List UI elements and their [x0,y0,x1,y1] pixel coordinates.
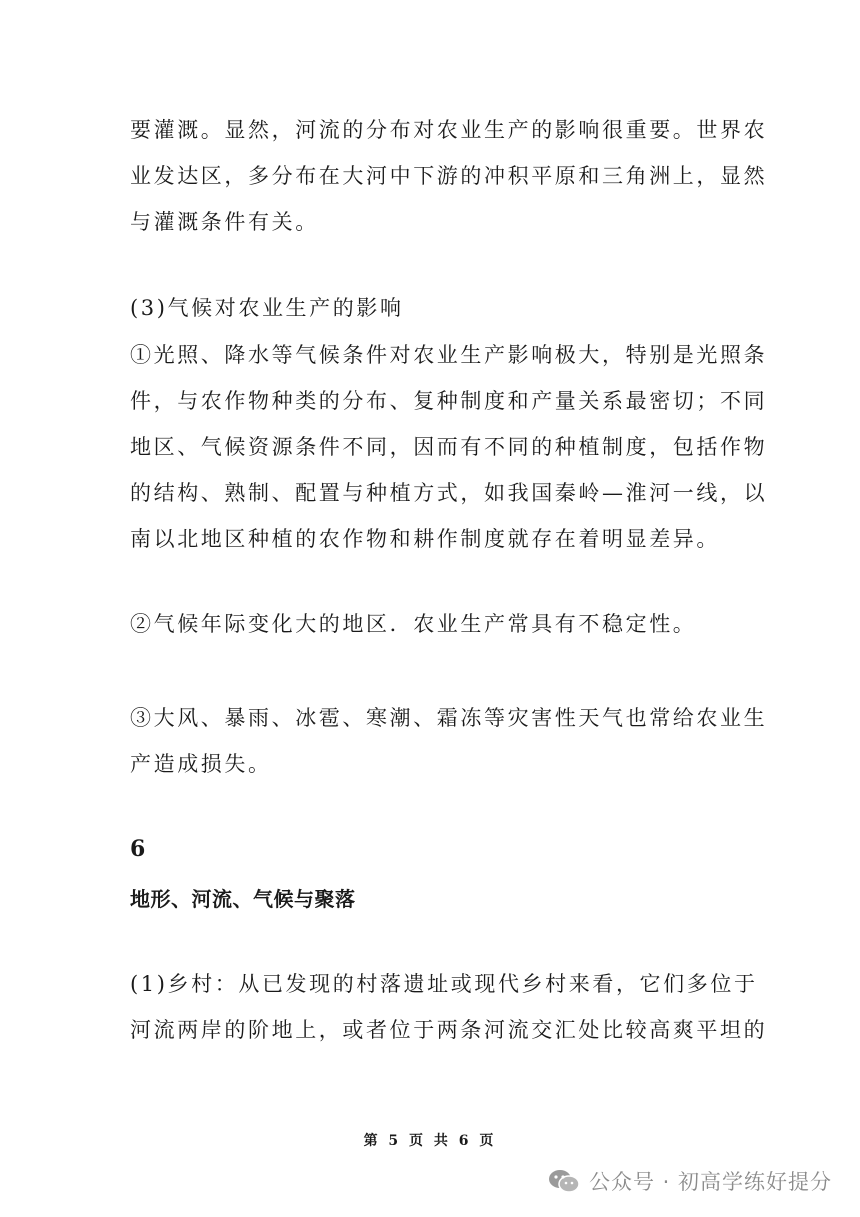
watermark [547,1166,832,1196]
subheading: (3)气候对农业生产的影响 [130,296,404,320]
text-line: 产造成损失。 [130,752,272,776]
text-line: 业发达区，多分布在大河中下游的冲积平原和三角洲上，显然 [130,164,768,188]
text-line: ①光照、降水等气候条件对农业生产影响极大，特别是光照条 [130,343,768,367]
text-line: ②气候年际变化大的地区．农业生产常具有不稳定性。 [130,612,697,636]
section-number: 6 [130,836,148,862]
section-title: 地形、河流、气候与聚落 [130,887,356,911]
text-line: (1)乡村：从已发现的村落遗址或现代乡村来看，它们多位于 [130,972,758,996]
text-line: 要灌溉。显然，河流的分布对农业生产的影响很重要。世界农 [130,118,768,142]
text-line: ③大风、暴雨、冰雹、寒潮、霜冻等灾害性天气也常给农业生 [130,706,768,730]
watermark-text: 公众号 · 初高学练好提分 [588,1170,832,1194]
text-line: 的结构、熟制、配置与种植方式，如我国秦岭—淮河一线，以 [130,481,768,505]
text-line: 地区、气候资源条件不同，因而有不同的种植制度，包括作物 [130,435,768,459]
wechat-icon [547,1167,581,1195]
page-footer: 第 5 页 共 6 页 [363,1133,497,1149]
text-line: 南以北地区种植的农作物和耕作制度就存在着明显差异。 [130,527,720,551]
text-line: 河流两岸的阶地上，或者位于两条河流交汇处比较高爽平坦的 [130,1018,768,1042]
text-line: 与灌溉条件有关。 [130,210,319,234]
text-line: 件，与农作物种类的分布、复种制度和产量关系最密切；不同 [130,389,768,413]
